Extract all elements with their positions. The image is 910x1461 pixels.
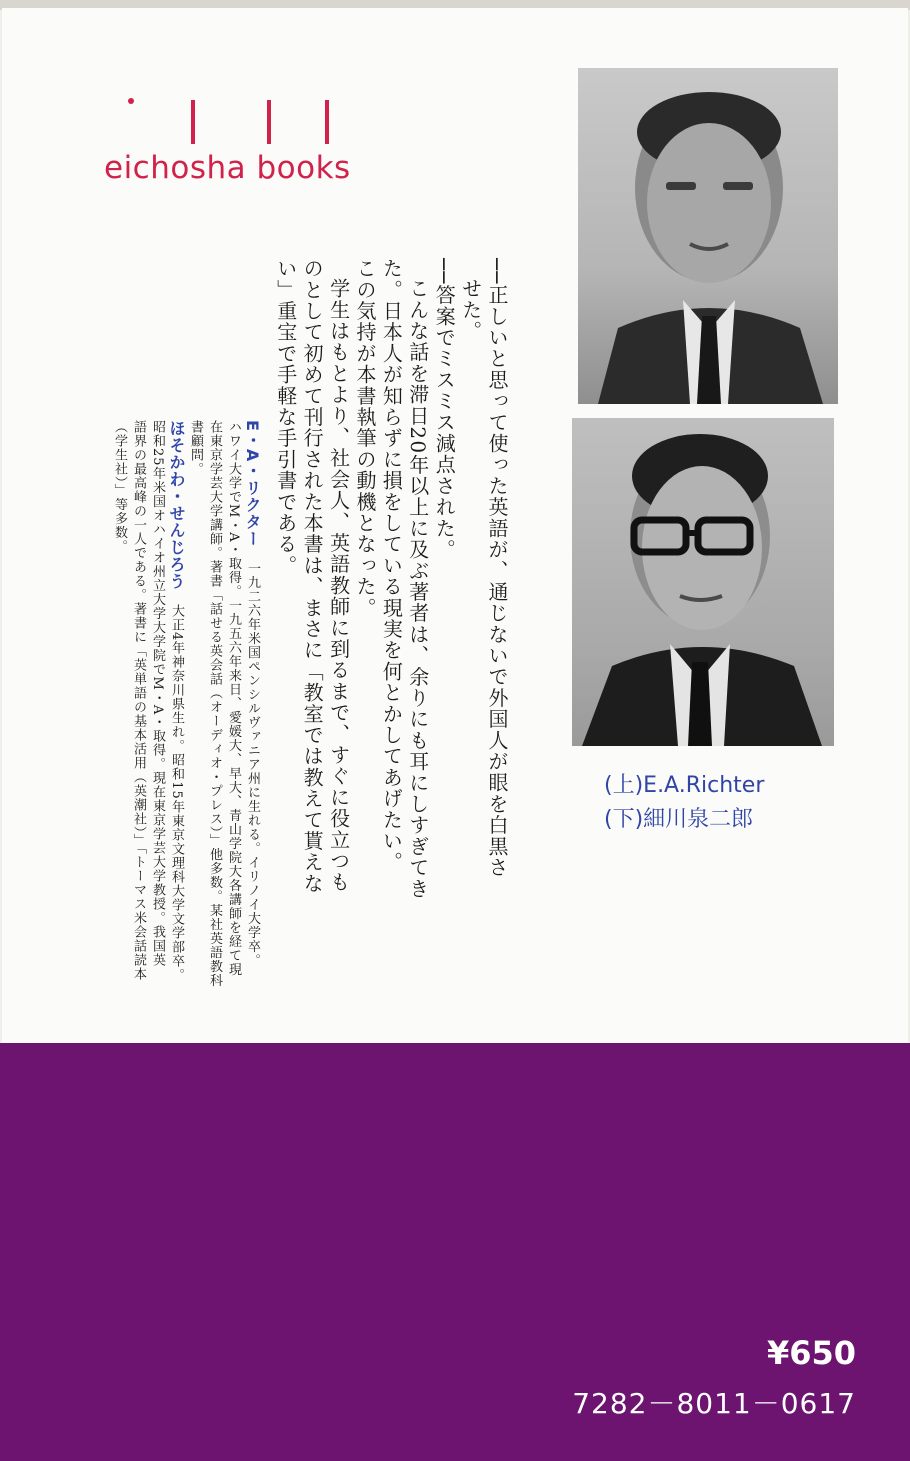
author-photo-top — [578, 68, 838, 404]
blurb-line: この気持が本書執筆の動機となった。 — [352, 258, 377, 619]
portrait-illustration — [572, 418, 834, 746]
photo-caption-top: (上)E.A.Richter — [604, 773, 765, 798]
blurb-line: 学生はもとより、社会人、英語教師に到るまで、すぐに役立つも — [326, 278, 351, 893]
logo-mark — [112, 98, 362, 158]
blurb-line: ──答案でミスミス減点された。 — [432, 258, 457, 561]
logo-bar — [267, 100, 271, 144]
logo-bar — [325, 100, 329, 144]
blurb-line: ──正しいと思って使った英語が、通じないで外国人が眼を白黒さ — [485, 258, 509, 879]
author-bio-line: 在東京学芸大学講師。著書「話せる英会話（オーディオ・プレス）」他多数。某社英語教科 — [207, 420, 222, 988]
author-name: ほそかわ・せんじろう — [167, 420, 186, 590]
author-bio-line: （学生社）」等多数。 — [112, 420, 127, 554]
author-richter — [186, 420, 262, 988]
blurb-text — [272, 258, 510, 988]
blurb-line: こんな話を滞日20年以上に及ぶ著者は、余りにも耳にしすぎてき — [405, 278, 430, 900]
author-bios — [110, 420, 262, 988]
author-photo-bottom — [572, 418, 834, 746]
author-bio-line: 書顧問。 — [188, 420, 203, 476]
blurb-line: のとして初めて刊行された本書は、まさに「教室では教えて貰えな — [300, 258, 325, 894]
blurb-line: い」重宝で手軽な手引書である。 — [273, 258, 298, 576]
book-code: 7282－8011－0617 — [572, 1387, 856, 1420]
author-bio-text: 一九二六年米国ペンシルヴァニア州に生れる。イリノイ大学卒。 — [245, 561, 260, 968]
author-bio-line: 昭和25年米国オハイオ州立大学大学院でM・A・取得。現在東京学芸大学教授。我国英 — [150, 420, 165, 968]
author-name: E・A・リクター — [243, 420, 262, 548]
blurb-line: せた。 — [458, 278, 483, 342]
logo-dot — [128, 98, 134, 104]
photo-caption-bottom: (下)細川泉二郎 — [604, 807, 754, 832]
price-label: ¥650 — [766, 1334, 856, 1372]
author-bio-line: 語界の最高峰の一人である。著書に「英単語の基本活用（英潮社）」「トーマス米会話読本 — [131, 420, 146, 981]
blurb-line: た。日本人が知らずに損をしている現実を何とかしてあげたい。 — [379, 258, 404, 873]
author-bio-line: ハワイ大学でM・A・取得。一九五六年来日、愛媛大、早大、青山学院大各講師を経て現 — [226, 420, 241, 977]
logo-bar — [191, 100, 195, 144]
author-bio-text: 大正4年神奈川県生れ。昭和15年東京文理科大学文学部卒。 — [169, 604, 184, 982]
publisher-logo-text: eichosha books — [104, 150, 351, 186]
author-bio-line — [167, 420, 186, 980]
author-hosokawa — [110, 420, 186, 980]
portrait-illustration — [578, 68, 838, 404]
author-bio-line — [243, 420, 262, 980]
